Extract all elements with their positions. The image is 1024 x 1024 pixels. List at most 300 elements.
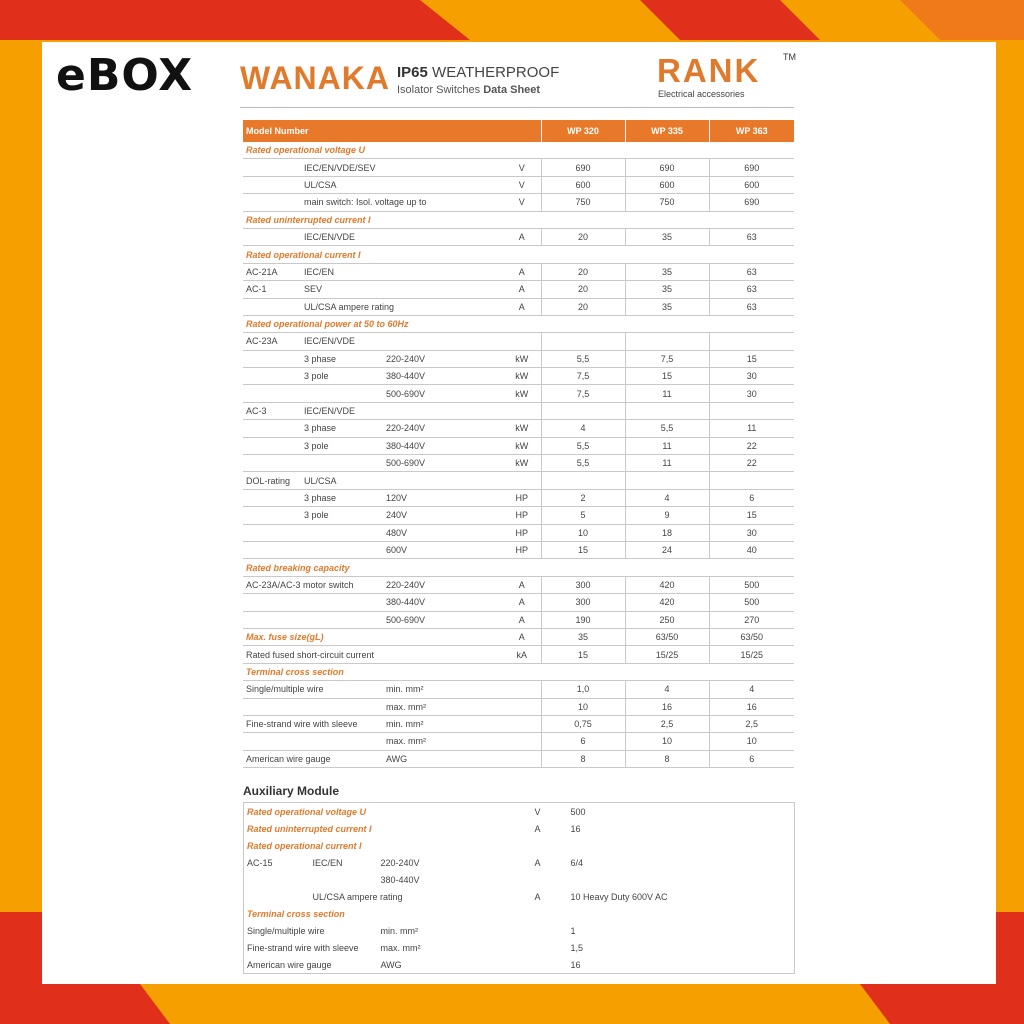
table-row <box>243 715 794 732</box>
unit-cell: HP <box>503 507 541 524</box>
row-label-3: min. mm² <box>380 925 418 936</box>
unit-cell: A <box>534 891 541 902</box>
value-cell: 22 <box>709 455 794 472</box>
unit-cell: kW <box>503 350 541 367</box>
value-cell: 250 <box>625 611 709 628</box>
table-row <box>243 681 794 698</box>
value-cell: 5,5 <box>541 455 625 472</box>
row-label-2: IEC/EN <box>312 857 343 868</box>
table-row <box>243 385 794 402</box>
aux-row <box>244 803 795 821</box>
table-header-row <box>243 120 794 142</box>
value-cell: 4 <box>625 489 709 506</box>
row-label-3: 380-440V <box>383 437 503 454</box>
value-cell: 1 <box>570 925 576 936</box>
value-cell: 16 <box>570 959 581 970</box>
value-cell: 5,5 <box>541 350 625 367</box>
unit-cell: V <box>503 194 541 211</box>
value-cell: 8 <box>625 750 709 767</box>
aux-row <box>244 905 795 922</box>
row-label-2: 3 pole <box>301 368 383 385</box>
row-label-3 <box>383 263 503 280</box>
value-cell: 500 <box>570 806 586 817</box>
row-label-1 <box>243 437 301 454</box>
row-label-1: Single/multiple wire <box>247 925 325 936</box>
row-label-3: 600V <box>383 541 503 558</box>
value-cell: 10 <box>709 733 794 750</box>
value-cell: 1,5 <box>570 942 584 953</box>
row-label-2: 3 phase <box>301 350 383 367</box>
value-cell <box>541 402 625 419</box>
row-label-3: 380-440V <box>380 874 420 885</box>
row-label-3: 500-690V <box>383 385 503 402</box>
value-cell <box>625 472 709 489</box>
value-cell: 15 <box>709 507 794 524</box>
unit-cell <box>503 715 541 732</box>
row-label-2 <box>301 524 383 541</box>
row-label-1 <box>243 524 301 541</box>
row-label-3 <box>383 333 503 350</box>
ebox-logo: eBOX <box>56 50 194 101</box>
section-label: Max. fuse size(gL) <box>243 628 503 645</box>
row-label-2: SEV <box>301 281 383 298</box>
unit-cell <box>508 956 568 974</box>
value-cell: 35 <box>625 281 709 298</box>
value-cell: 600 <box>541 176 625 193</box>
unit-cell: A <box>503 628 541 645</box>
value-cell: 11 <box>625 437 709 454</box>
row-label-1: AC-21A <box>243 263 301 280</box>
row-label-1: AC-3 <box>243 402 301 419</box>
value-cell: 18 <box>625 524 709 541</box>
table-row <box>243 333 794 350</box>
value-cell <box>625 333 709 350</box>
row-label-3 <box>383 281 503 298</box>
value-cell: 270 <box>709 611 794 628</box>
table-row <box>243 541 794 558</box>
value-cell: 30 <box>709 524 794 541</box>
unit-cell: A <box>503 594 541 611</box>
row-label-3: min. mm² <box>383 715 503 732</box>
row-label-1: AC-23A/AC-3 motor switch <box>243 576 383 593</box>
value-cell: 6 <box>709 750 794 767</box>
row-label-3: 220-240V <box>383 350 503 367</box>
row-label-1: American wire gauge <box>247 959 332 970</box>
model-number-header: Model Number <box>243 120 541 142</box>
row-label-2 <box>301 541 383 558</box>
table-row <box>243 455 794 472</box>
value-cell: 7,5 <box>625 350 709 367</box>
table-row <box>243 402 794 419</box>
unit-cell: A <box>534 857 541 868</box>
row-label-2 <box>301 733 383 750</box>
value-cell: 15 <box>541 541 625 558</box>
section-label: Rated uninterrupted current I <box>243 211 794 228</box>
value-cell: 500 <box>709 594 794 611</box>
row-label-1: AC-15 <box>247 857 273 868</box>
value-cell: 15 <box>541 646 625 663</box>
unit-cell <box>503 750 541 767</box>
row-label-1 <box>243 350 301 367</box>
row-label-3: 220-240V <box>383 576 503 593</box>
row-label-2 <box>310 871 378 888</box>
unit-cell: A <box>503 611 541 628</box>
value-cell <box>541 472 625 489</box>
row-label-3: 500-690V <box>383 455 503 472</box>
value-cell: 5,5 <box>625 420 709 437</box>
row-label-2: 3 phase <box>301 420 383 437</box>
value-cell: 24 <box>625 541 709 558</box>
section-row <box>243 246 794 263</box>
value-cell: 63 <box>709 263 794 280</box>
value-cell <box>568 871 795 888</box>
unit-cell <box>503 698 541 715</box>
trademark-mark: TM <box>783 52 796 62</box>
value-cell: 0,75 <box>541 715 625 732</box>
table-row <box>243 437 794 454</box>
value-cell: 600 <box>625 176 709 193</box>
row-label-3 <box>383 298 503 315</box>
table-row <box>243 420 794 437</box>
value-cell: 9 <box>625 507 709 524</box>
row-label-1: Rated fused short-circuit current <box>243 646 383 663</box>
table-row <box>243 368 794 385</box>
row-label-2 <box>301 455 383 472</box>
value-cell: 63/50 <box>709 628 794 645</box>
unit-cell: kA <box>503 646 541 663</box>
table-row <box>243 263 794 280</box>
value-cell: 35 <box>541 628 625 645</box>
row-label-1: DOL-rating <box>243 472 301 489</box>
model-header-1: WP 320 <box>541 120 625 142</box>
row-label-1 <box>243 698 301 715</box>
row-label-1: Single/multiple wire <box>243 681 383 698</box>
row-label-1 <box>244 888 310 905</box>
section-row <box>243 559 794 576</box>
aux-row <box>244 956 795 974</box>
unit-cell: kW <box>503 385 541 402</box>
aux-row <box>244 888 795 905</box>
row-label-3 <box>383 646 503 663</box>
row-label-3: 220-240V <box>380 857 420 868</box>
row-label-2: IEC/EN/VDE <box>301 228 383 245</box>
unit-cell <box>503 681 541 698</box>
aux-row <box>244 922 795 939</box>
value-cell: 20 <box>541 263 625 280</box>
section-label: Terminal cross section <box>243 663 794 680</box>
unit-cell <box>508 922 568 939</box>
section-label: Rated operational current I <box>243 246 794 263</box>
section-label: Rated operational voltage U <box>243 142 794 159</box>
row-label-1: AC-1 <box>243 281 301 298</box>
value-cell: 190 <box>541 611 625 628</box>
table-row <box>243 524 794 541</box>
table-row <box>243 194 794 211</box>
row-label-1 <box>243 541 301 558</box>
unit-cell: A <box>503 281 541 298</box>
row-label-1 <box>243 176 301 193</box>
value-cell: 2,5 <box>709 715 794 732</box>
value-cell: 22 <box>709 437 794 454</box>
value-cell <box>541 333 625 350</box>
table-row <box>243 472 794 489</box>
unit-cell: V <box>534 806 541 817</box>
specs-table <box>243 120 794 768</box>
value-cell: 690 <box>709 194 794 211</box>
unit-cell: A <box>503 228 541 245</box>
value-cell: 300 <box>541 594 625 611</box>
unit-cell <box>508 939 568 956</box>
row-label-3 <box>383 159 503 176</box>
unit-cell <box>503 402 541 419</box>
row-label-1 <box>243 594 301 611</box>
row-label-3: AWG <box>383 750 503 767</box>
unit-cell <box>508 905 568 922</box>
value-cell: 15/25 <box>625 646 709 663</box>
unit-cell <box>503 333 541 350</box>
value-cell: 6/4 <box>570 857 584 868</box>
row-label-3: 220-240V <box>383 420 503 437</box>
row-label-3 <box>383 228 503 245</box>
unit-cell: kW <box>503 455 541 472</box>
row-label-1 <box>244 871 310 888</box>
row-label-3 <box>383 402 503 419</box>
row-label-3: 380-440V <box>383 368 503 385</box>
table-row <box>243 228 794 245</box>
row-label-2: IEC/EN/VDE <box>301 402 383 419</box>
unit-cell: A <box>503 298 541 315</box>
value-cell: 16 <box>570 823 581 834</box>
unit-cell: HP <box>503 541 541 558</box>
row-label-2: 3 pole <box>301 507 383 524</box>
row-label-3: max. mm² <box>380 942 421 953</box>
value-cell <box>568 905 795 922</box>
row-label-1: Fine-strand wire with sleeve <box>247 942 359 953</box>
value-cell: 63 <box>709 228 794 245</box>
value-cell: 4 <box>709 681 794 698</box>
row-label-3: 500-690V <box>383 611 503 628</box>
row-label-2: 3 phase <box>301 489 383 506</box>
table-row <box>243 698 794 715</box>
row-label-1 <box>243 489 301 506</box>
aux-row <box>244 871 795 888</box>
aux-module-title: Auxiliary Module <box>243 784 340 798</box>
value-cell <box>709 472 794 489</box>
row-label-3: max. mm² <box>383 733 503 750</box>
row-label-2: UL/CSA ampere rating <box>301 298 383 315</box>
row-label-2 <box>301 611 383 628</box>
value-cell: 35 <box>625 228 709 245</box>
row-label-3: 120V <box>383 489 503 506</box>
table-row <box>243 750 794 767</box>
row-label-1 <box>243 368 301 385</box>
row-label-2: IEC/EN/VDE <box>301 333 383 350</box>
unit-cell: kW <box>503 368 541 385</box>
aux-row <box>244 820 795 837</box>
value-cell: 16 <box>625 698 709 715</box>
value-cell <box>709 402 794 419</box>
row-label-3 <box>383 176 503 193</box>
section-row <box>243 315 794 332</box>
table-row <box>243 281 794 298</box>
value-cell: 10 <box>541 698 625 715</box>
row-label-1: AC-23A <box>243 333 301 350</box>
aux-row <box>244 854 795 871</box>
doc-title: IP65 WEATHERPROOF <box>397 64 560 81</box>
row-label-2: 3 pole <box>301 437 383 454</box>
value-cell: 16 <box>709 698 794 715</box>
value-cell: 690 <box>541 159 625 176</box>
value-cell: 15 <box>709 350 794 367</box>
unit-cell: kW <box>503 437 541 454</box>
value-cell: 8 <box>541 750 625 767</box>
value-cell: 15 <box>625 368 709 385</box>
header-divider <box>240 107 794 108</box>
datasheet-page <box>42 42 996 984</box>
aux-row <box>244 837 795 854</box>
rank-logo: RANK <box>657 52 761 89</box>
series-title: WANAKA <box>240 60 390 96</box>
row-label-2: UL/CSA <box>301 176 383 193</box>
section-row <box>243 142 794 159</box>
value-cell: 63 <box>709 298 794 315</box>
value-cell: 30 <box>709 385 794 402</box>
table-row <box>243 594 794 611</box>
aux-row <box>244 939 795 956</box>
value-cell: 63 <box>709 281 794 298</box>
unit-cell: V <box>503 176 541 193</box>
value-cell: 5 <box>541 507 625 524</box>
value-cell: 11 <box>625 385 709 402</box>
section-label: Rated operational power at 50 to 60Hz <box>243 315 794 332</box>
value-cell: 15/25 <box>709 646 794 663</box>
value-cell: 20 <box>541 281 625 298</box>
unit-cell: A <box>503 263 541 280</box>
row-label-1 <box>243 611 301 628</box>
row-label-3: 240V <box>383 507 503 524</box>
value-cell <box>568 837 795 854</box>
doc-subtitle: Isolator Switches Data Sheet <box>397 84 541 96</box>
unit-cell: kW <box>503 420 541 437</box>
row-label-2: UL/CSA <box>301 472 383 489</box>
value-cell: 11 <box>709 420 794 437</box>
unit-cell <box>503 733 541 750</box>
value-cell: 500 <box>709 576 794 593</box>
value-cell: 11 <box>625 455 709 472</box>
value-cell: 750 <box>541 194 625 211</box>
section-label: Rated breaking capacity <box>243 559 794 576</box>
row-label-1 <box>243 507 301 524</box>
section-row <box>243 211 794 228</box>
row-label-2 <box>301 698 383 715</box>
row-label-2: UL/CSA ampere rating <box>312 891 403 902</box>
value-cell: 35 <box>625 298 709 315</box>
value-cell: 2,5 <box>625 715 709 732</box>
value-cell: 2 <box>541 489 625 506</box>
table-row <box>243 507 794 524</box>
value-cell: 20 <box>541 228 625 245</box>
table-row <box>243 576 794 593</box>
section-label: Rated operational voltage U <box>247 806 367 817</box>
value-cell: 690 <box>709 159 794 176</box>
row-label-1: American wire gauge <box>243 750 383 767</box>
row-label-3: 480V <box>383 524 503 541</box>
value-cell: 1,0 <box>541 681 625 698</box>
table-row <box>243 646 794 663</box>
aux-module-table <box>243 802 795 974</box>
value-cell: 7,5 <box>541 368 625 385</box>
value-cell: 300 <box>541 576 625 593</box>
row-label-3: max. mm² <box>383 698 503 715</box>
row-label-2 <box>301 594 383 611</box>
value-cell: 750 <box>625 194 709 211</box>
row-label-1 <box>243 159 301 176</box>
row-label-1 <box>243 455 301 472</box>
value-cell: 690 <box>625 159 709 176</box>
value-cell: 30 <box>709 368 794 385</box>
value-cell: 10 Heavy Duty 600V AC <box>570 891 668 902</box>
model-header-2: WP 335 <box>625 120 709 142</box>
value-cell: 20 <box>541 298 625 315</box>
unit-cell <box>508 871 568 888</box>
table-row <box>243 159 794 176</box>
row-label-2: main switch: Isol. voltage up to <box>301 194 383 211</box>
row-label-1 <box>243 194 301 211</box>
row-label-3: min. mm² <box>383 681 503 698</box>
unit-cell: A <box>534 823 541 834</box>
unit-cell: HP <box>503 524 541 541</box>
row-label-1 <box>243 228 301 245</box>
table-row <box>243 350 794 367</box>
row-label-3 <box>383 472 503 489</box>
table-row <box>243 489 794 506</box>
section-label: Rated operational current I <box>247 840 362 851</box>
value-cell: 4 <box>625 681 709 698</box>
value-cell: 6 <box>709 489 794 506</box>
row-label-1 <box>243 733 301 750</box>
value-cell: 35 <box>625 263 709 280</box>
table-row <box>243 611 794 628</box>
table-row <box>243 298 794 315</box>
unit-cell: HP <box>503 489 541 506</box>
value-cell: 7,5 <box>541 385 625 402</box>
value-cell: 5,5 <box>541 437 625 454</box>
row-label-3: 380-440V <box>383 594 503 611</box>
value-cell <box>625 402 709 419</box>
value-cell: 10 <box>541 524 625 541</box>
row-label-2 <box>301 385 383 402</box>
value-cell: 420 <box>625 594 709 611</box>
value-cell: 40 <box>709 541 794 558</box>
unit-cell <box>508 837 568 854</box>
model-header-3: WP 363 <box>709 120 794 142</box>
section-label: Rated uninterrupted current I <box>247 823 372 834</box>
table-row <box>243 176 794 193</box>
value-cell: 600 <box>709 176 794 193</box>
unit-cell: A <box>503 576 541 593</box>
row-label-1 <box>243 385 301 402</box>
value-cell: 420 <box>625 576 709 593</box>
section-label: Terminal cross section <box>247 908 345 919</box>
rank-tagline: Electrical accessories <box>658 89 745 99</box>
unit-cell: V <box>503 159 541 176</box>
row-label-3: AWG <box>380 959 402 970</box>
table-row <box>243 733 794 750</box>
value-cell <box>709 333 794 350</box>
value-cell: 6 <box>541 733 625 750</box>
section-row <box>243 663 794 680</box>
row-label-1 <box>243 298 301 315</box>
